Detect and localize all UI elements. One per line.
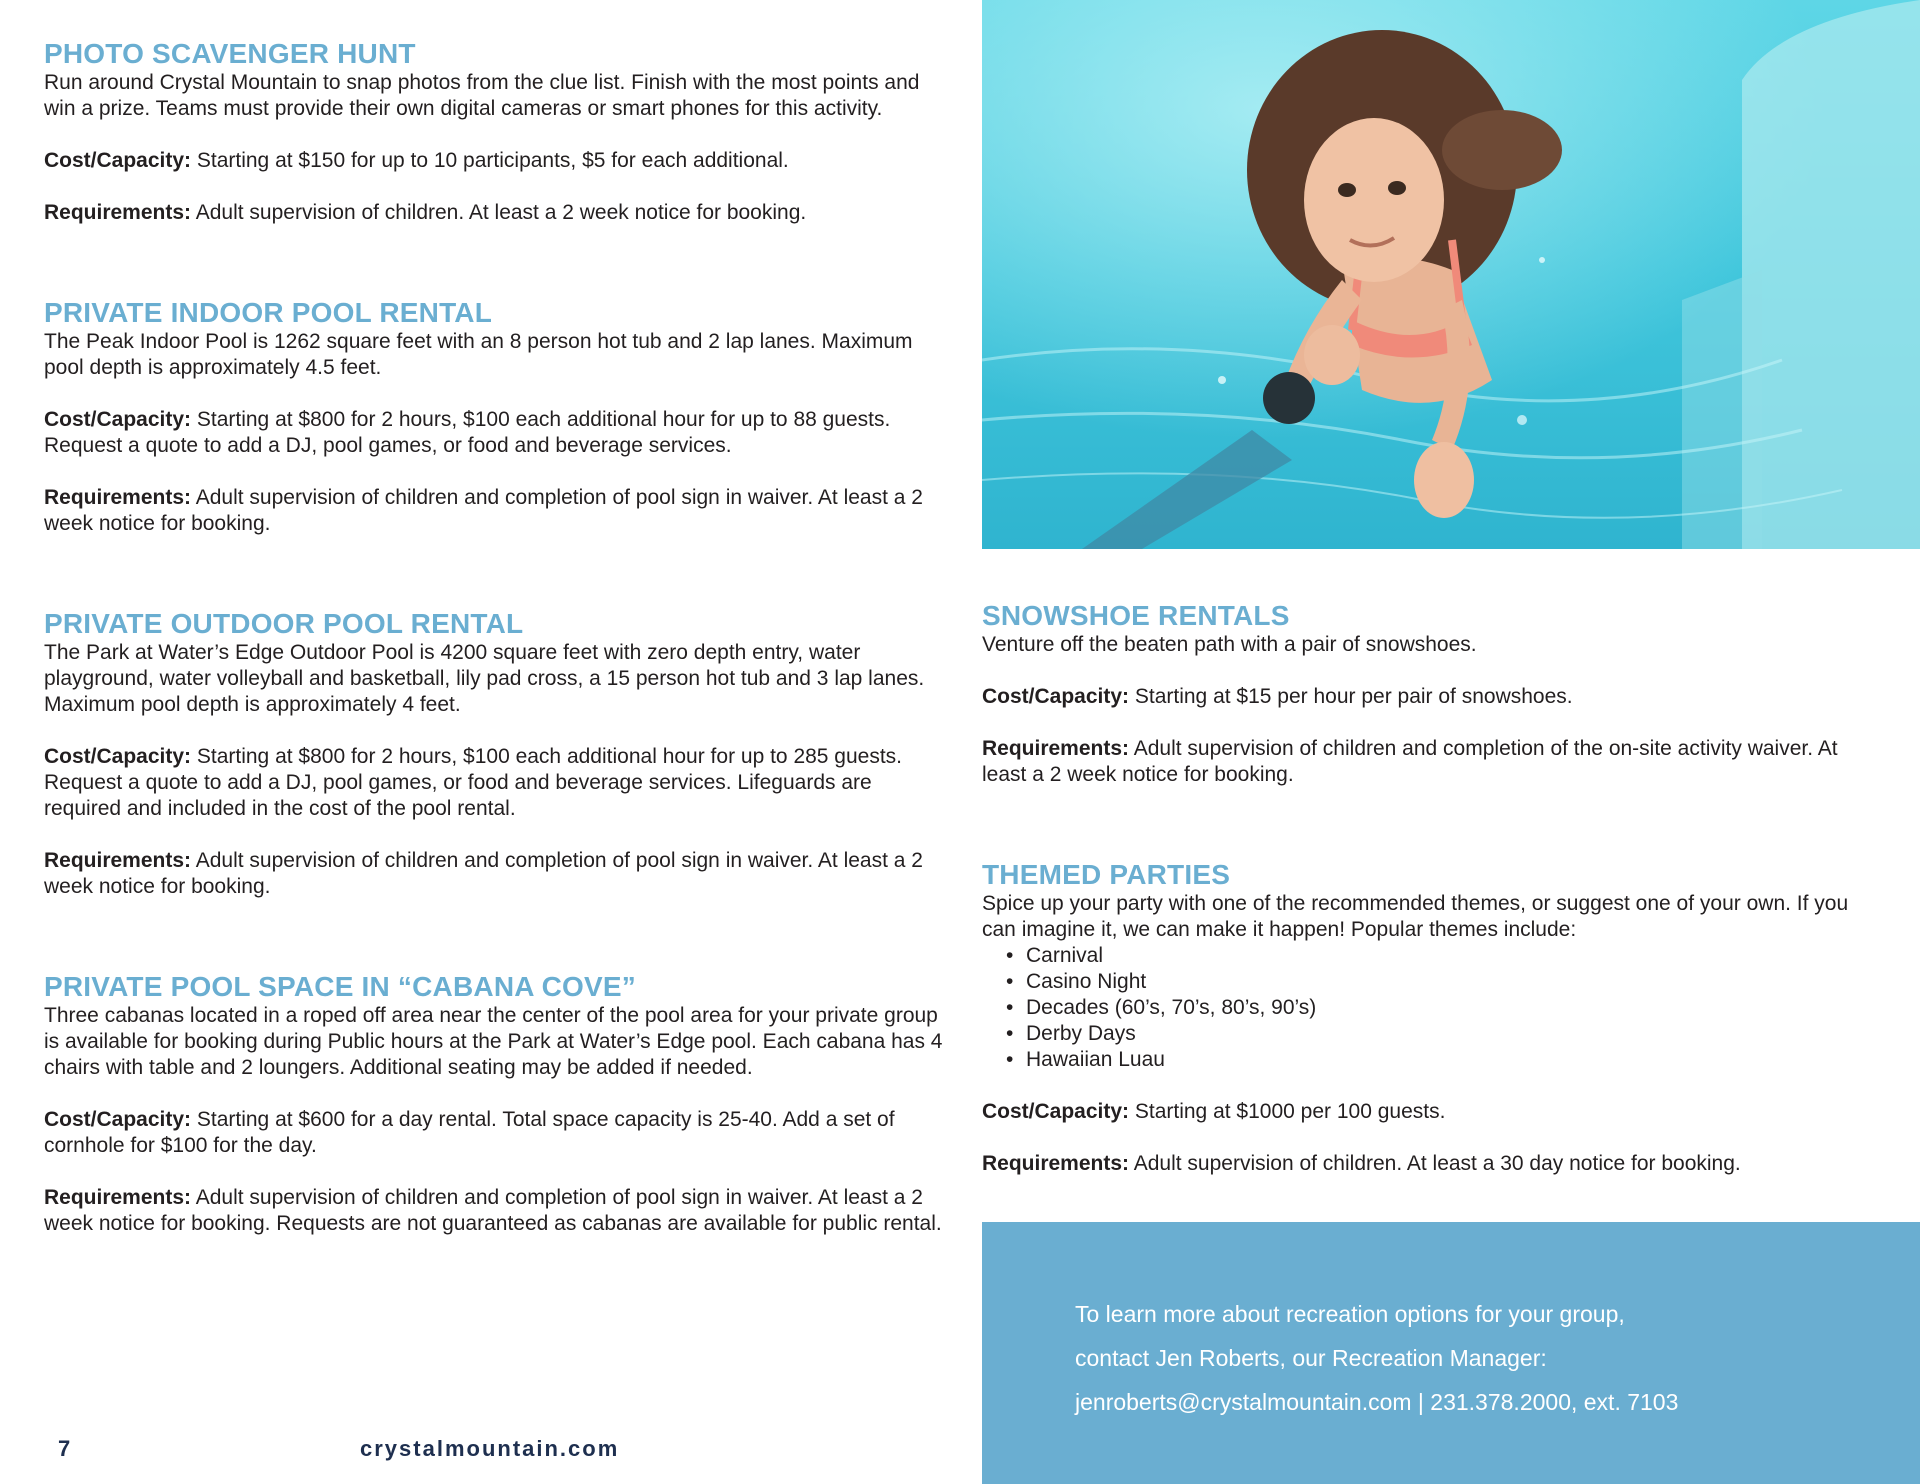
cost-label: Cost/Capacity: [44, 149, 192, 172]
contact-lines [1075, 1292, 1678, 1424]
cost-label: Cost/Capacity: [982, 1100, 1130, 1123]
left-column [44, 38, 944, 1263]
contact-line-1: To learn more about recreation options for your group, [1075, 1301, 1625, 1327]
requirements-text: Adult supervision of children and completion of pool sign in waiver. At least a 2 week notice for booking. Requests are not guaranteed as cabanas are available for public rental. [44, 1186, 942, 1235]
requirements-label: Requirements: [44, 201, 192, 224]
pool-illustration [982, 0, 1920, 549]
section-title: THEMED PARTIES [982, 859, 1231, 890]
section-gap [44, 563, 944, 608]
requirements [44, 485, 944, 537]
section-gap [44, 252, 944, 297]
list-item: • Decades (60’s, 70’s, 80’s, 90’s) [1026, 995, 1882, 1021]
requirements-text: Adult supervision of children and completion of the on-site activity waiver. At least a 2 week notice for booking. [982, 737, 1838, 786]
list-item: • Hawaiian Luau [1026, 1047, 1882, 1073]
section-description: Spice up your party with one of the recommended themes, or suggest one of your own. If you can imagine it, we can make it happen! Popular themes include: [982, 892, 1849, 941]
section-snowshoe-rentals [982, 600, 1882, 788]
cost-label: Cost/Capacity: [44, 408, 192, 431]
list-item: • Carnival [1026, 943, 1882, 969]
page-number: 7 [58, 1436, 71, 1461]
cost-capacity [44, 744, 944, 822]
cost-capacity [982, 684, 1882, 710]
section-description: The Park at Water’s Edge Outdoor Pool is 4200 square feet with zero depth entry, water playground, water volleyball and basketball, lily pad cross, a 15 person hot tub and 3 lap lanes. Maximum pool depth is approximately 4 feet. [44, 641, 925, 716]
cost-text: Starting at $1000 per 100 guests. [1129, 1100, 1446, 1123]
requirements-text: Adult supervision of children. At least a 30 day notice for booking. [1129, 1152, 1741, 1175]
section-description: Venture off the beaten path with a pair of snowshoes. [982, 633, 1477, 656]
list-item: • Casino Night [1026, 969, 1882, 995]
requirements-text: Adult supervision of children. At least a 2 week notice for booking. [191, 201, 807, 224]
requirements-label: Requirements: [44, 849, 192, 872]
section-title: PHOTO SCAVENGER HUNT [44, 38, 416, 69]
cost-capacity [44, 148, 944, 174]
requirements-label: Requirements: [982, 737, 1130, 760]
right-column [982, 600, 1882, 1203]
requirements-label: Requirements: [44, 1186, 192, 1209]
cost-label: Cost/Capacity: [982, 685, 1130, 708]
contact-box [982, 1222, 1920, 1484]
section-description: Three cabanas located in a roped off area near the center of the pool area for your private group is available for booking during Public hours at the Park at Water’s Edge pool. Each cabana has 4 chairs with table and 2 loungers. Additional seating may be added if needed. [44, 1004, 943, 1079]
themes-list [982, 943, 1882, 1073]
list-item: • Derby Days [1026, 1021, 1882, 1047]
requirements [44, 1185, 944, 1237]
section-private-outdoor-pool-rental [44, 608, 944, 900]
cost-capacity [982, 1099, 1882, 1125]
cost-text: Starting at $600 for a day rental. Total space capacity is 25-40. Add a set of cornhole for $100 for the day. [44, 1108, 895, 1157]
section-description: The Peak Indoor Pool is 1262 square feet with an 8 person hot tub and 2 lap lanes. Maximum pool depth is approximately 4.5 feet. [44, 330, 913, 379]
section-title: PRIVATE OUTDOOR POOL RENTAL [44, 608, 524, 639]
contact-email-phone[interactable]: jenroberts@crystalmountain.com | 231.378.2000, ext. 7103 [1075, 1389, 1679, 1415]
section-title: PRIVATE POOL SPACE IN “CABANA COVE” [44, 971, 636, 1002]
cost-label: Cost/Capacity: [44, 1108, 192, 1131]
requirements-text: Adult supervision of children and completion of pool sign in waiver. At least a 2 week notice for booking. [44, 849, 923, 898]
contact-line-2: contact Jen Roberts, our Recreation Manager: [1075, 1345, 1547, 1371]
requirements [44, 200, 944, 226]
requirements-text: Adult supervision of children and completion of pool sign in waiver. At least a 2 week notice for booking. [44, 486, 923, 535]
section-cabana-cove [44, 971, 944, 1237]
cost-text: Starting at $800 for 2 hours, $100 each additional hour for up to 88 guests. Request a quote to add a DJ, pool games, or food and beverage services. [44, 408, 891, 457]
cost-label: Cost/Capacity: [44, 745, 192, 768]
cost-text: Starting at $15 per hour per pair of snowshoes. [1129, 685, 1573, 708]
requirements [44, 848, 944, 900]
requirements-label: Requirements: [44, 486, 192, 509]
section-photo-scavenger-hunt [44, 38, 944, 226]
website-url[interactable]: crystalmountain.com [360, 1436, 620, 1461]
section-private-indoor-pool-rental [44, 297, 944, 537]
section-gap [44, 926, 944, 971]
requirements-label: Requirements: [982, 1152, 1130, 1175]
requirements [982, 1151, 1882, 1177]
section-title: SNOWSHOE RENTALS [982, 600, 1290, 631]
section-title: PRIVATE INDOOR POOL RENTAL [44, 297, 493, 328]
underwater-swimmer-photo [982, 0, 1920, 549]
section-themed-parties [982, 859, 1882, 1177]
section-description: Run around Crystal Mountain to snap photos from the clue list. Finish with the most points and win a prize. Teams must provide their own digital cameras or smart phones for this activity. [44, 71, 920, 120]
cost-text: Starting at $800 for 2 hours, $100 each additional hour for up to 285 guests. Request a quote to add a DJ, pool games, or food and beverage services. Lifeguards are required and included in the cost of the pool rental. [44, 745, 903, 820]
cost-capacity [44, 1107, 944, 1159]
cost-text: Starting at $150 for up to 10 participants, $5 for each additional. [191, 149, 789, 172]
cost-capacity [44, 407, 944, 459]
requirements [982, 736, 1882, 788]
section-gap [982, 814, 1882, 859]
